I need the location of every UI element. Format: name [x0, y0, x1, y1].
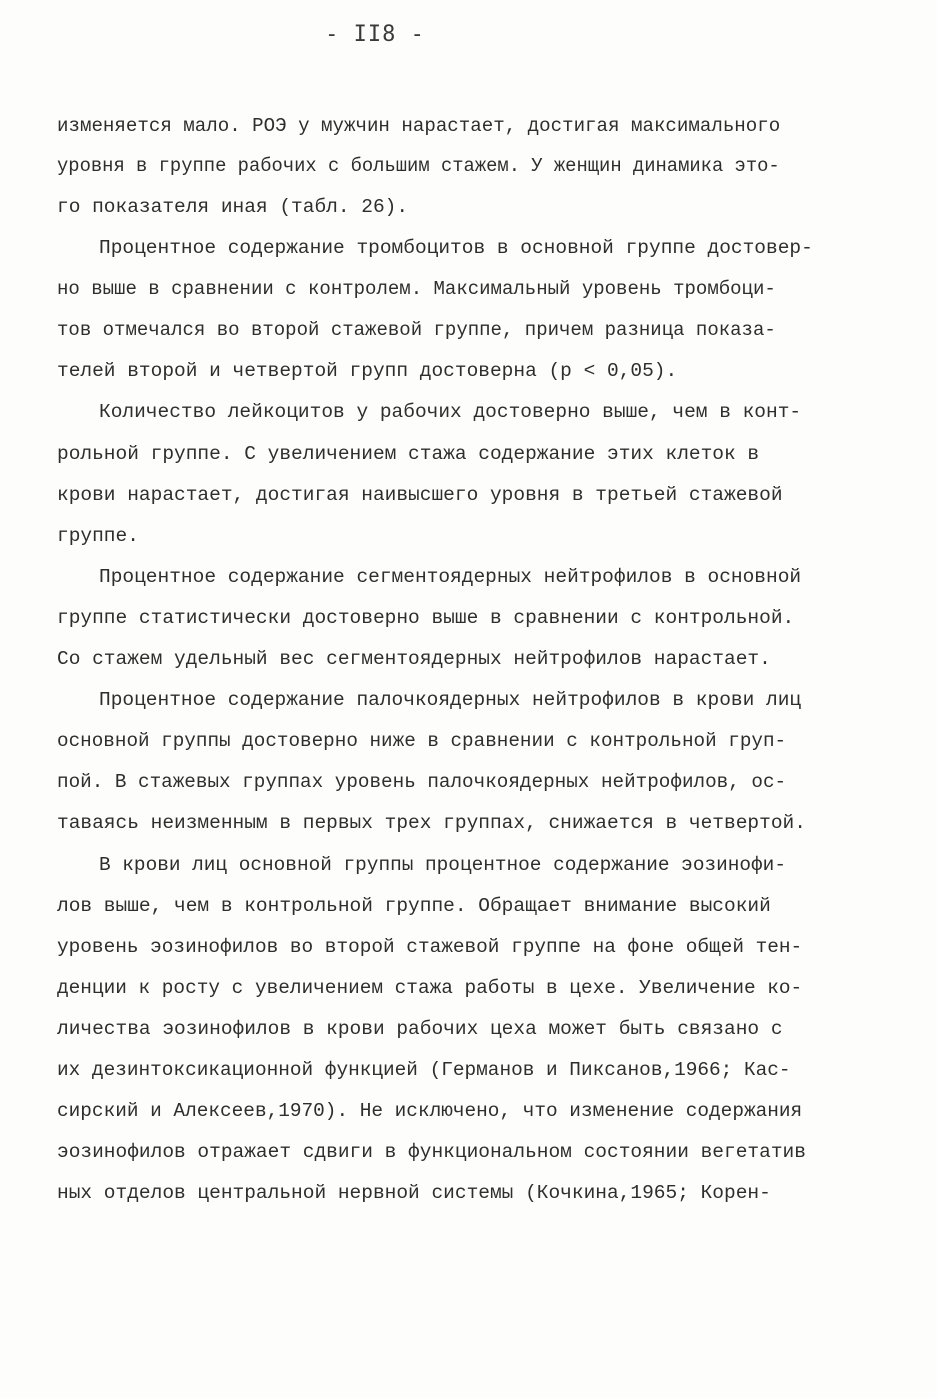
text-line: группе. [57, 525, 139, 547]
text-line: эозинофилов отражает сдвиги в функциональном состоянии вегетатив [57, 1141, 806, 1163]
text-line: Количество лейкоцитов у рабочих достоверно выше, чем в конт- [99, 401, 802, 423]
text-line: рольной группе. С увеличением стажа содержание этих клеток в [57, 443, 760, 465]
text-line: В крови лиц основной группы процентное содержание эозинофи- [99, 854, 786, 876]
text-line: уровень эозинофилов во второй стажевой группе на фоне общей тен- [57, 936, 803, 958]
text-line: Процентное содержание сегментоядерных нейтрофилов в основной [99, 566, 802, 588]
text-line: Процентное содержание тромбоцитов в основной группе достовер- [99, 237, 813, 259]
text-line: крови нарастает, достигая наивысшего уровня в третьей стажевой [57, 484, 783, 506]
text-line: телей второй и четвертой групп достоверна (р < 0,05). [57, 360, 678, 382]
text-line: Процентное содержание палочкоядерных нейтрофилов в крови лиц [99, 689, 802, 711]
text-line: го показателя иная (табл. 26). [57, 196, 409, 218]
text-line: денции к росту с увеличением стажа работы в цехе. Увеличение ко- [57, 977, 803, 999]
text-line: их дезинтоксикационной функцией (Германов и Пиксанов,1966; Кас- [57, 1059, 791, 1081]
text-line: изменяется мало. РОЭ у мужчин нарастает, достигая максимального [57, 115, 781, 137]
text-line: основной группы достоверно ниже в сравнении с контрольной груп- [57, 730, 787, 752]
text-line: группе статистически достоверно выше в сравнении с контрольной. [57, 607, 795, 629]
text-line: сирский и Алексеев,1970). Не исключено, что изменение содержания [57, 1100, 803, 1122]
text-line: лов выше, чем в контрольной группе. Обращает внимание высокий [57, 895, 771, 917]
text-line: личества эозинофилов в крови рабочих цеха может быть связано с [57, 1018, 783, 1040]
page-number: - II8 - [325, 22, 425, 47]
text-line: ных отделов центральной нервной системы (Кочкина,1965; Корен- [57, 1182, 771, 1204]
text-line: пой. В стажевых группах уровень палочкоядерных нейтрофилов, ос- [57, 771, 787, 793]
text-line: уровня в группе рабочих с большим стажем. У женщин динамика это- [57, 155, 780, 177]
text-line: таваясь неизменным в первых трех группах, снижается в четвертой. [57, 812, 806, 834]
text-line: тов отмечался во второй стажевой группе, причем разница показа- [57, 319, 776, 341]
text-line: Со стажем удельный вес сегментоядерных нейтрофилов нарастает. [57, 648, 771, 670]
text-line: но выше в сравнении с контролем. Максимальный уровень тромбоци- [57, 278, 776, 300]
